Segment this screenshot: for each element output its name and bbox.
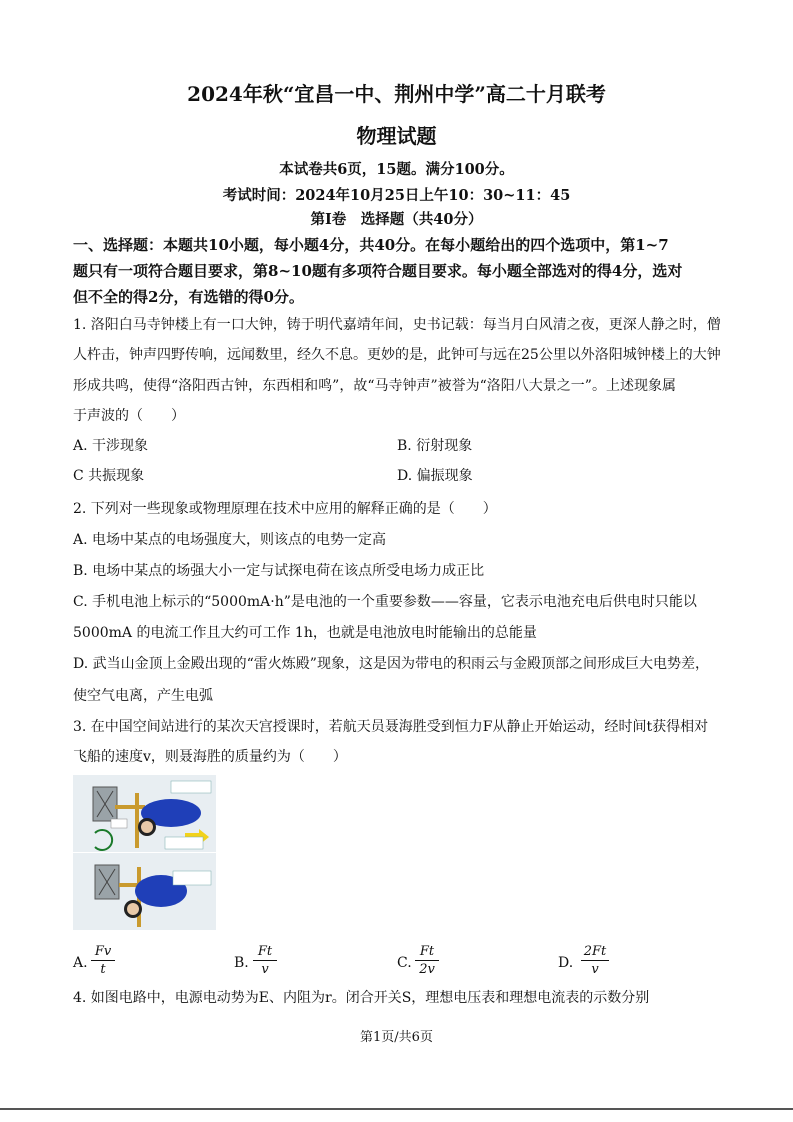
q3-stem-line2: 飞船的速度v，则聂海胜的质量约为（ ） <box>73 749 347 765</box>
q1-option-d: D. 偏振现象 <box>397 468 473 484</box>
q1-stem-line3: 形成共鸣，使得“洛阳西古钟，东西相和鸣”，故“马寺钟声”被誉为“洛阳八大景之一”。上述现象属 <box>73 378 676 394</box>
page-footer: 第1页/共6页 <box>360 1030 433 1045</box>
q1-option-b: B. 衍射现象 <box>397 438 473 454</box>
q3-option-b-numerator: Ft <box>257 944 273 959</box>
subject-title: 物理试题 <box>356 124 437 148</box>
q2-option-c-line1: C. 手机电池上标示的“5000mA·h”是电池的一个重要参数——容量，它表示电池充电后供电时只能以 <box>73 594 697 610</box>
q3-option-d-fraction <box>578 944 612 977</box>
q3-option-b-fraction <box>250 944 280 977</box>
q2-stem: 2. 下列对一些现象或物理原理在技术中应用的解释正确的是（ ） <box>73 501 497 517</box>
q2-option-a: A. 电场中某点的电场强度大，则该点的电势一定高 <box>73 532 387 548</box>
q3-option-c-fraction <box>412 944 442 977</box>
q3-figure <box>73 775 216 930</box>
q3-option-c-label: C. <box>397 955 412 971</box>
q1-stem-line1: 1. 洛阳白马寺钟楼上有一口大钟，铸于明代嘉靖年间，史书记载：每当月白风清之夜，更深人静之时，僧 <box>73 317 721 333</box>
q1-option-c: C 共振现象 <box>73 468 145 484</box>
q3-option-d-numerator: 2Ft <box>583 944 607 959</box>
exam-info-pages: 本试卷共6页，15题。满分100分。 <box>279 161 514 178</box>
exam-info-time: 考试时间：2024年10月25日上午10：30~11：45 <box>222 187 571 204</box>
q2-option-c-line2: 5000mA 的电流工作且大约可工作 1h，也就是电池放电时能输出的总能量 <box>73 625 537 641</box>
q2-option-d-line1: D. 武当山金顶上金殿出现的“雷火炼殿”现象，这是因为带电的积雨云与金殿顶部之间形成巨大电势差， <box>73 656 709 672</box>
q3-option-d-denominator: v <box>591 962 599 977</box>
q2-option-b: B. 电场中某点的场强大小一定与试探电荷在该点所受电场力成正比 <box>73 563 485 579</box>
q3-stem-line1: 3. 在中国空间站进行的某次天宫授课时，若航天员聂海胜受到恒力F从静止开始运动，经时间t获得相对 <box>73 719 709 735</box>
section-instructions-1: 一、选择题：本题共10小题，每小题4分，共40分。在每小题给出的四个选项中，第1~7 <box>73 236 669 254</box>
q3-option-a-label: A. <box>73 955 88 971</box>
q1-stem-line4: 于声波的（ ） <box>73 408 185 424</box>
q3-option-a-denominator: t <box>100 962 106 977</box>
q4-stem-line1: 4. 如图电路中，电源电动势为E、内阻为r。闭合开关S，理想电压表和理想电流表的示数分别 <box>73 990 650 1006</box>
q1-stem-line2: 人杵击，钟声四野传响，远闻数里，经久不息。更妙的是，此钟可与远在25公里以外洛阳城钟楼上的大钟 <box>73 347 721 363</box>
q3-option-b-label: B. <box>234 955 249 971</box>
q3-option-b-denominator: v <box>261 962 269 977</box>
q3-option-d-label: D. <box>558 955 574 971</box>
q1-option-a: A. 干涉现象 <box>73 438 149 454</box>
page-bottom-border <box>0 1108 793 1110</box>
section-instructions-2: 题只有一项符合题目要求，第8~10题有多项符合题目要求。每小题全部选对的得4分，选对 <box>73 262 683 280</box>
astronaut-illustration <box>73 775 216 930</box>
section-instructions-3: 但不全的得2分，有选错的得0分。 <box>73 288 304 306</box>
q3-option-a-fraction <box>88 944 118 977</box>
q3-option-c-denominator: 2v <box>419 962 435 977</box>
q2-option-d-line2: 使空气电离，产生电弧 <box>73 688 213 704</box>
part-heading: 第Ⅰ卷 选择题（共40分） <box>310 211 483 228</box>
exam-title: 2024年秋“宜昌一中、荆州中学”高二十月联考 <box>187 82 606 106</box>
q3-option-a-numerator: Fv <box>94 944 112 959</box>
q3-option-c-numerator: Ft <box>419 944 435 959</box>
